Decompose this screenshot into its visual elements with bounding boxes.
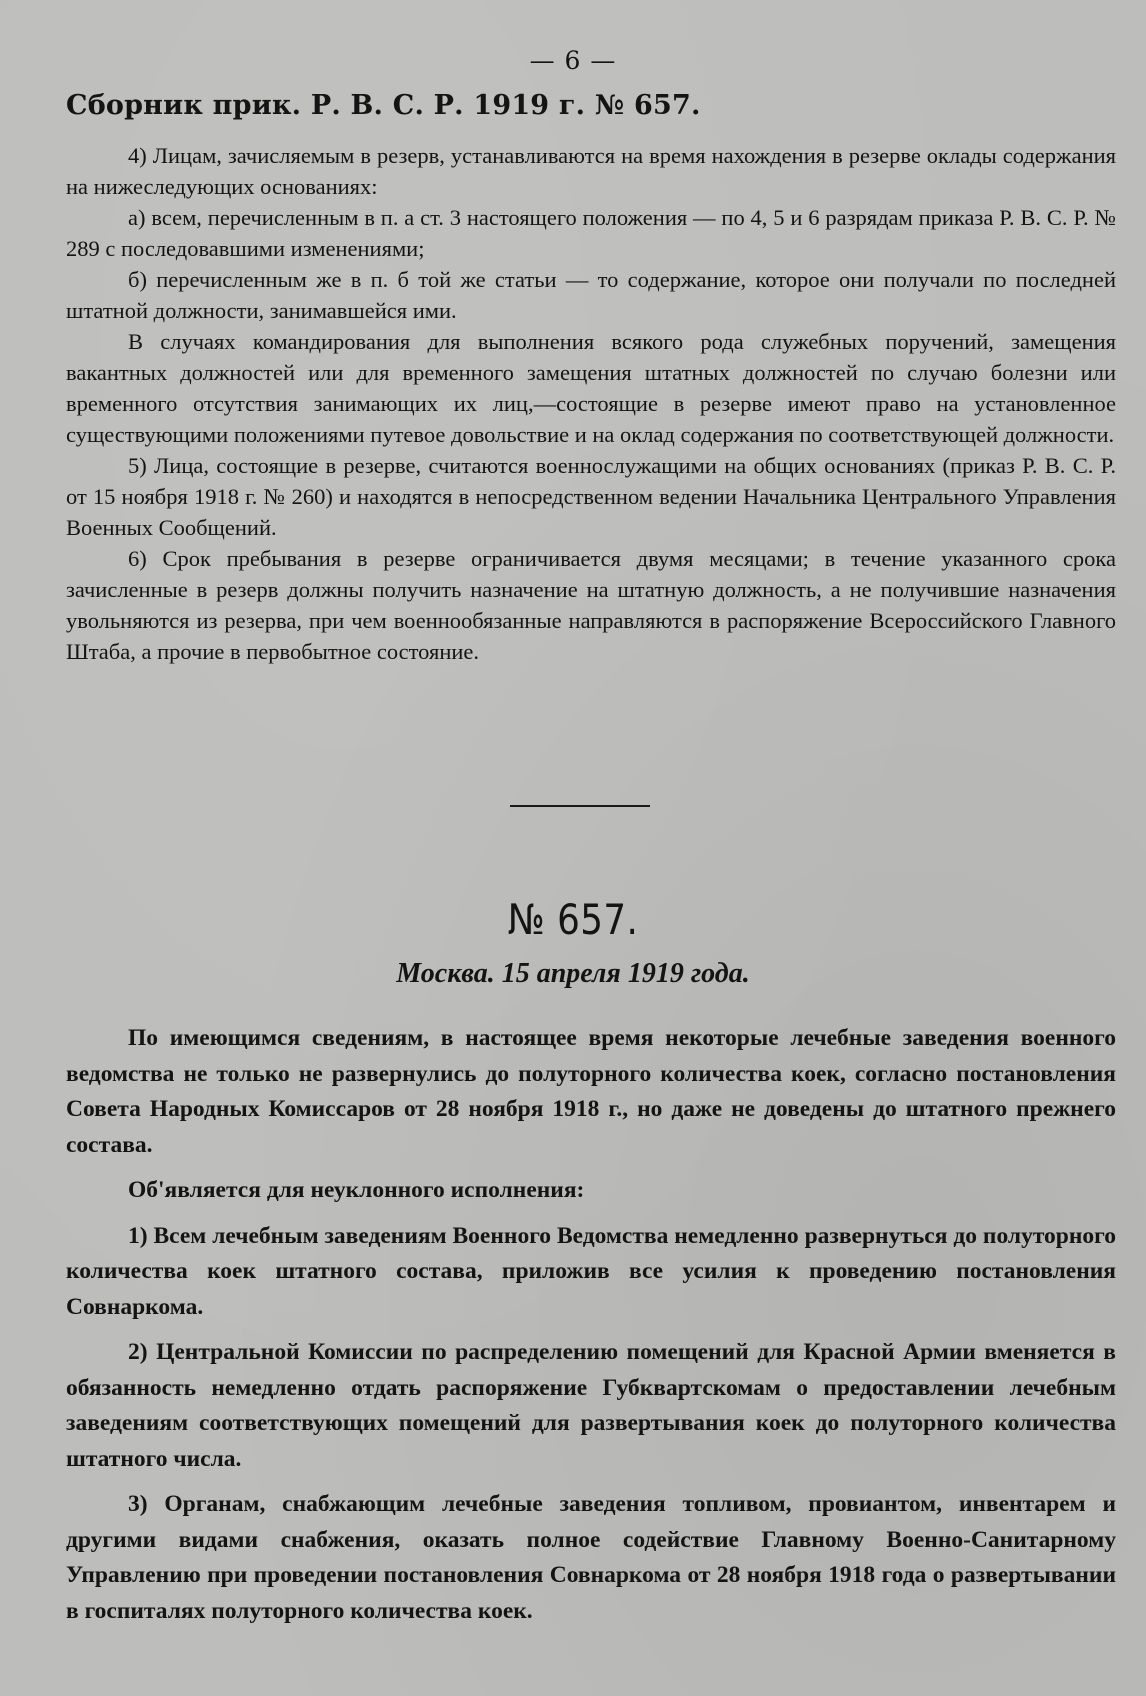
section-divider [510,805,650,807]
order-number: № 657. [507,895,639,944]
order-point-1: 1) Всем лечебным заведениям Военного Ведомства немедленно развернуться до полуторного количества коек штатного состава, приложив все усилия к проведению постановления Совнаркома. [66,1222,1116,1320]
order-point-2: 2) Центральной Комиссии по распределению помещений для Красной Армии вменяется в обязанность немедленно отдать распоряжение Губквартскомам о предоставлении лечебным заведениям соответствующих помещений для развертывания коек до полуторного количества штатного числа. [66,1339,1116,1472]
collection-header: Сборник прик. Р. В. С. Р. 1919 г. № 657. [66,90,701,121]
paragraph-4b: б) перечисленным же в п. б той же статьи — то содержание, которое они получали по последней штатной должности, занимавшейся ими. [66,267,1116,323]
order-point-3: 3) Органам, снабжающим лечебные заведения топливом, провиантом, инвентарем и другими видами снабжения, оказать полное содействие Главному Военно-Санитарному Управлению при проведении постановления Совнаркома от 28 ноября 1918 года о развертывании в госпиталях полуторного количества коек. [66,1491,1116,1624]
order-preamble: По имеющимся сведениям, в настоящее время некоторые лечебные заведения военного ведомства не только не развернулись до полуторного количества коек, согласно постановления Совета Народных Комиссаров от 28 ноября 1918 г., но даже не доведены до штатного прежнего состава. [66,1025,1116,1158]
paragraph-6: 6) Срок пребывания в резерве ограничивается двумя месяцами; в течение указанного срока зачисленные в резерв должны получить назначение на штатную должность, а не получившие назначения увольняются из резерва, при чем военнообязанные направляются в распоряжение Всероссийского Главного Штаба, а прочие в первобытное состояние. [66,546,1116,664]
paragraph-5: 5) Лица, состоящие в резерве, считаются военнослужащими на общих основаниях (приказ Р. В. С. Р. от 15 ноября 1918 г. № 260) и находятся в непосредственном ведении Начальника Центрального Управления Военных Сообщений. [66,453,1116,540]
paragraph-4a: а) всем, перечисленным в п. а ст. 3 настоящего положения — по 4, 5 и 6 разрядам приказа Р. В. С. Р. № 289 с последовавшими изменениями; [66,205,1116,261]
order-announcement: Об'является для неуклонного исполнения: [128,1177,585,1203]
page-number: — 6 — [529,46,617,75]
paragraph-4: 4) Лицам, зачисляемым в резерв, устанавливаются на время нахождения в резерве оклады содержания на нижеследующих основаниях: [66,143,1116,199]
continued-order-text [66,140,1116,667]
paragraph-assignments: В случаях командирования для выполнения всякого рода служебных поручений, замещения вакантных должностей или для временного замещения штатных должностей по случаю болезни или временного отсутствия занимающих их лиц,—состоящие в резерве имеют право на установленное существующими положениями путевое довольствие и на оклад содержания по соответствующей должности. [66,329,1116,447]
order-place-date: Москва. 15 апреля 1919 года. [396,958,750,989]
order-657-text [66,1021,1116,1629]
